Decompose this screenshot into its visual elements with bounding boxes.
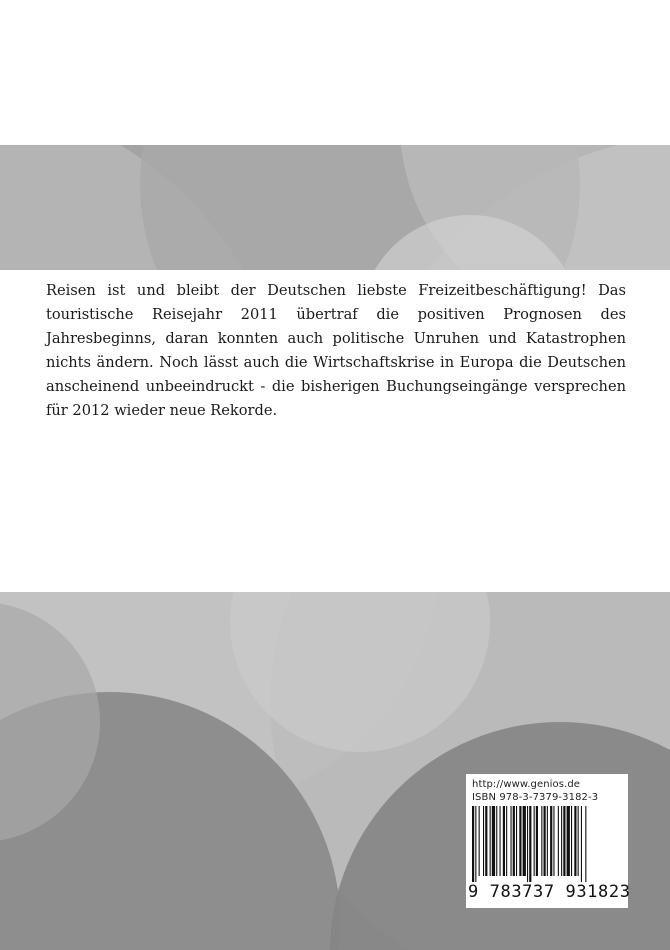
decorative-band-top bbox=[0, 145, 670, 270]
circle-pattern-top bbox=[0, 145, 670, 270]
publisher-url: http://www.genios.de bbox=[472, 779, 581, 790]
barcode-panel bbox=[466, 774, 631, 908]
isbn-label: ISBN 978-3-7379-3182-3 bbox=[472, 792, 599, 803]
barcode-digits: 9 783737 931823 bbox=[468, 882, 631, 902]
barcode-icon bbox=[470, 806, 624, 882]
back-cover-blurb: Reisen ist und bleibt der Deutschen liebste Freizeitbeschäftigung! Das touristische Reisejahr 2011 übertraf die positiven Prognosen des Jahresbeginns, daran konnten auch politische Unruhen und Katastrophen nichts ändern. Noch lässt auch die Wirtschaftskrise in Europa die Deutschen anscheinend unbeeindruckt - die bisherigen Buchungseingänge versprechen für 2012 wieder neue Rekorde. bbox=[46, 282, 626, 419]
